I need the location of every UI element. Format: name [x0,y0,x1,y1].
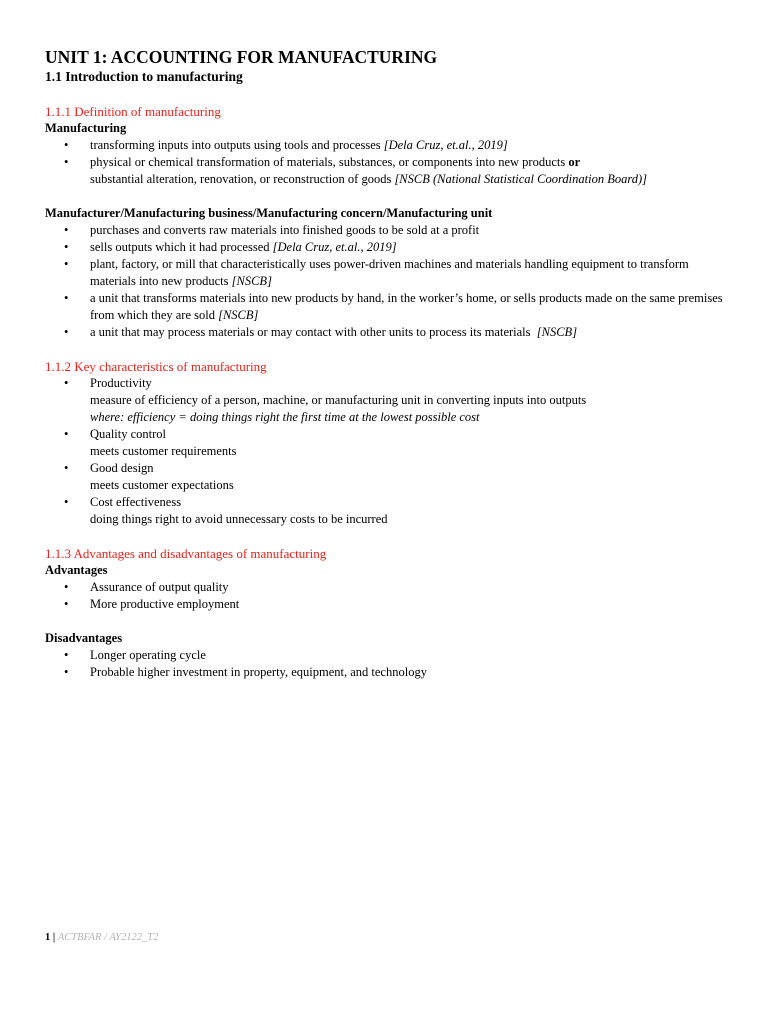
item-term: Cost effectiveness [90,495,182,509]
list-item [45,137,735,154]
list-item [45,664,735,681]
item-text: physical or chemical transformation of materials, substances, or components into new products [90,155,569,169]
bullet-icon: • [64,597,69,611]
item-text: Probable higher investment in property, equipment, and technology [90,665,427,679]
bullet-icon: • [64,223,69,237]
bullet-icon: • [64,291,69,305]
page-number: 1 | [45,932,56,943]
citation: [NSCB] [218,308,259,322]
list-item [45,596,735,613]
list-item [45,290,735,324]
bullet-icon: • [64,257,69,271]
bullet-icon: • [64,495,69,509]
document-page [45,46,735,681]
list-item [45,579,735,596]
item-desc: meets customer requirements [90,444,237,458]
label-manufacturing: Manufacturing [45,121,127,135]
item-term: Quality control [90,427,167,441]
characteristics-list [45,375,735,528]
subheading-definition: 1.1.1 Definition of manufacturing [45,104,221,119]
bullet-icon: • [64,155,69,169]
label-advantages: Advantages [45,563,108,577]
list-item [45,222,735,239]
item-term: Productivity [90,376,152,390]
bullet-icon: • [64,580,69,594]
list-item [45,460,735,494]
list-item [45,375,735,426]
label-disadvantages: Disadvantages [45,631,123,645]
bullet-icon: • [64,665,69,679]
list-item [45,256,735,290]
item-text: purchases and converts raw materials into finished goods to be sold at a profit [90,223,480,237]
bullet-icon: • [64,427,69,441]
citation: [NSCB (National Statistical Coordination Board)] [394,172,648,186]
item-text-continued: substantial alteration, renovation, or reconstruction of goods [90,172,395,186]
item-term: Good design [90,461,154,475]
item-text: plant, factory, or mill that characteristically uses power-driven machines and materials handling equipment to transform materials into new products [90,257,689,288]
list-item [45,647,735,664]
list-item [45,154,735,188]
page-footer [45,931,158,945]
item-desc: doing things right to avoid unnecessary costs to be incurred [90,512,388,526]
subheading-characteristics: 1.1.2 Key characteristics of manufacturing [45,359,267,374]
bullet-icon: • [64,138,69,152]
bullet-icon: • [64,325,69,339]
item-text: Longer operating cycle [90,648,206,662]
citation: [Dela Cruz, et.al., 2019] [383,138,508,152]
section-title: 1.1 Introduction to manufacturing [45,69,243,84]
list-item [45,324,735,341]
unit-title: UNIT 1: ACCOUNTING FOR MANUFACTURING [45,47,438,67]
bullet-icon: • [64,240,69,254]
item-text: sells outputs which it had processed [90,240,273,254]
label-manufacturer: Manufacturer/Manufacturing business/Manufacturing concern/Manufacturing unit [45,206,493,220]
item-text: transforming inputs into outputs using tools and processes [90,138,384,152]
item-text: a unit that may process materials or may contact with other units to process its materials [90,325,537,339]
list-item [45,239,735,256]
item-note: where: efficiency = doing things right the first time at the lowest possible cost [90,410,480,424]
list-item [45,426,735,460]
item-text: More productive employment [90,597,240,611]
bullet-icon: • [64,461,69,475]
manufacturer-list [45,222,735,341]
list-item [45,494,735,528]
advantages-list [45,579,735,613]
citation: [NSCB] [536,325,578,339]
citation: [NSCB] [231,274,272,288]
item-bold: or [568,155,581,169]
bullet-icon: • [64,376,69,390]
definition-list [45,137,735,188]
item-desc: measure of efficiency of a person, machine, or manufacturing unit in converting inputs into outputs [90,393,587,407]
item-text: Assurance of output quality [90,580,229,594]
subheading-advantages: 1.1.3 Advantages and disadvantages of manufacturing [45,546,327,561]
bullet-icon: • [64,648,69,662]
course-code: ACTBFAR / AY2122_T2 [57,932,159,943]
citation: [Dela Cruz, et.al., 2019] [272,240,397,254]
item-text: a unit that transforms materials into new products by hand, in the worker’s home, or sells products made on the same premises from which they are sold [90,291,723,322]
disadvantages-list [45,647,735,681]
item-desc: meets customer expectations [90,478,234,492]
